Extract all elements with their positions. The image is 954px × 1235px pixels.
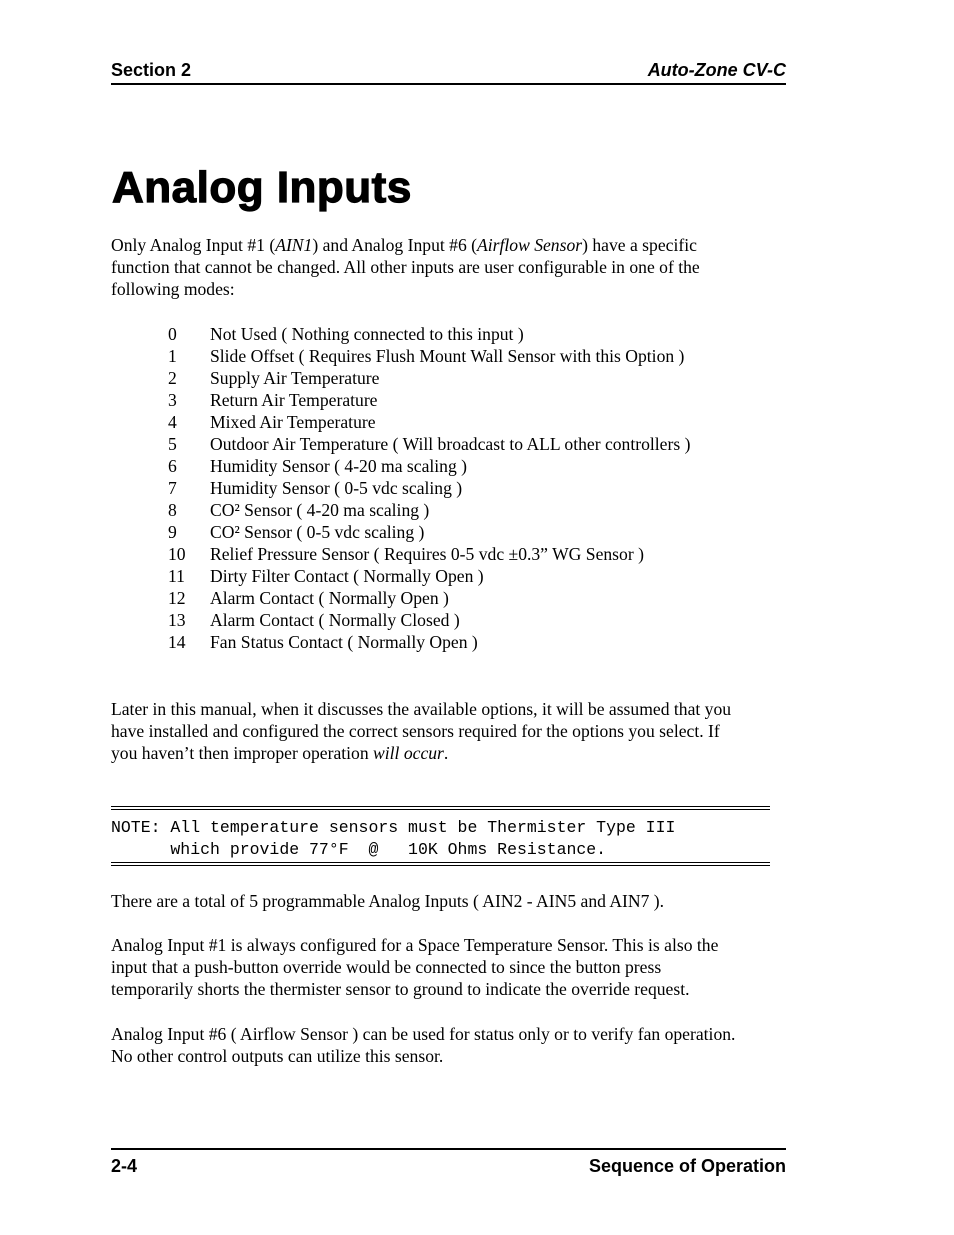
mode-label: Fan Status Contact ( Normally Open ) (210, 632, 478, 652)
mode-label: Humidity Sensor ( 4-20 ma scaling ) (210, 456, 468, 476)
mode-number: 7 (168, 478, 177, 498)
ain1-paragraph (111, 934, 791, 1000)
mode-number: 5 (168, 434, 177, 454)
later-paragraph (111, 698, 791, 764)
ain6-line-2: No other control outputs can utilize this sensor. (111, 1046, 444, 1066)
later-line-2: have installed and configured the correct sensors required for the options you select. If (111, 721, 720, 741)
mode-label: Slide Offset ( Requires Flush Mount Wall Sensor with this Option ) (210, 346, 685, 366)
mode-label: Alarm Contact ( Normally Open ) (210, 588, 449, 608)
mode-label: Return Air Temperature (210, 390, 378, 410)
note-line-2: which provide 77°F @ 10K Ohms Resistance. (111, 840, 607, 859)
mode-number: 4 (168, 412, 177, 432)
note-bottom-rule (111, 862, 770, 863)
later-text: you haven’t then improper operation (111, 743, 374, 763)
intro-line-1 (111, 234, 791, 256)
header-rule (111, 83, 786, 85)
footer-title: Sequence of Operation (588, 1156, 786, 1176)
mode-label: Not Used ( Nothing connected to this input ) (210, 324, 524, 344)
ain6-line-1: Analog Input #6 ( Airflow Sensor ) can be used for status only or to verify fan operation. (111, 1024, 736, 1044)
later-line-1: Later in this manual, when it discusses the available options, it will be assumed that you (111, 699, 732, 719)
mode-number: 9 (168, 522, 177, 542)
mode-label: CO² Sensor ( 4-20 ma scaling ) (210, 500, 430, 520)
later-line-3 (111, 742, 791, 764)
mode-number: 1 (168, 346, 177, 366)
mode-label: Supply Air Temperature (210, 368, 380, 388)
ain1-line-3: temporarily shorts the thermister sensor to ground to indicate the override request. (111, 979, 690, 999)
intro-line-3: following modes: (111, 279, 235, 299)
later-emphasis: will occur (373, 743, 444, 763)
mode-number: 10 (168, 544, 186, 564)
mode-number: 12 (168, 588, 186, 608)
product-name: Auto-Zone CV-C (647, 60, 786, 80)
mode-number: 14 (168, 632, 186, 652)
mode-label: Mixed Air Temperature (210, 412, 376, 432)
intro-airflow-sensor: Airflow Sensor (477, 235, 583, 255)
mode-number: 8 (168, 500, 177, 520)
section-label: Section 2 (111, 60, 192, 80)
mode-label: Relief Pressure Sensor ( Requires 0-5 vdc ±0.3” WG Sensor ) (210, 544, 644, 564)
page-title: Analog Inputs (112, 163, 412, 212)
mode-label: Humidity Sensor ( 0-5 vdc scaling ) (210, 478, 463, 498)
ain1-line-1: Analog Input #1 is always configured for a Space Temperature Sensor. This is also the (111, 935, 719, 955)
mode-number: 0 (168, 324, 177, 344)
mode-number: 6 (168, 456, 177, 476)
note-bottom-rule-2 (111, 865, 770, 866)
footer-rule (111, 1148, 786, 1150)
note-top-rule (111, 806, 770, 807)
intro-paragraph (111, 234, 791, 300)
intro-text: ) have a specific (582, 235, 697, 255)
mode-label: CO² Sensor ( 0-5 vdc scaling ) (210, 522, 425, 542)
intro-ain1: AIN1 (275, 235, 313, 255)
later-text: . (443, 743, 449, 763)
mode-number: 13 (168, 610, 186, 630)
ain6-paragraph (111, 1023, 801, 1067)
mode-number: 3 (168, 390, 177, 410)
mode-number: 11 (168, 566, 185, 586)
total-inputs-text: There are a total of 5 programmable Analog Inputs ( AIN2 - AIN5 and AIN7 ). (111, 891, 665, 911)
mode-number: 2 (168, 368, 177, 388)
intro-text: Only Analog Input #1 ( (111, 235, 276, 255)
intro-line-2: function that cannot be changed. All other inputs are user configurable in one of the (111, 257, 700, 277)
ain1-line-2: input that a push-button override would be connected to since the button press (111, 957, 662, 977)
mode-label: Outdoor Air Temperature ( Will broadcast to ALL other controllers ) (210, 434, 691, 454)
mode-label: Alarm Contact ( Normally Closed ) (210, 610, 460, 630)
mode-label: Dirty Filter Contact ( Normally Open ) (210, 566, 484, 586)
page-number: 2-4 (111, 1156, 138, 1176)
intro-text: ) and Analog Input #6 ( (312, 235, 478, 255)
note-top-rule-2 (111, 809, 770, 810)
note-line-1: NOTE: All temperature sensors must be Thermister Type III (111, 818, 676, 837)
